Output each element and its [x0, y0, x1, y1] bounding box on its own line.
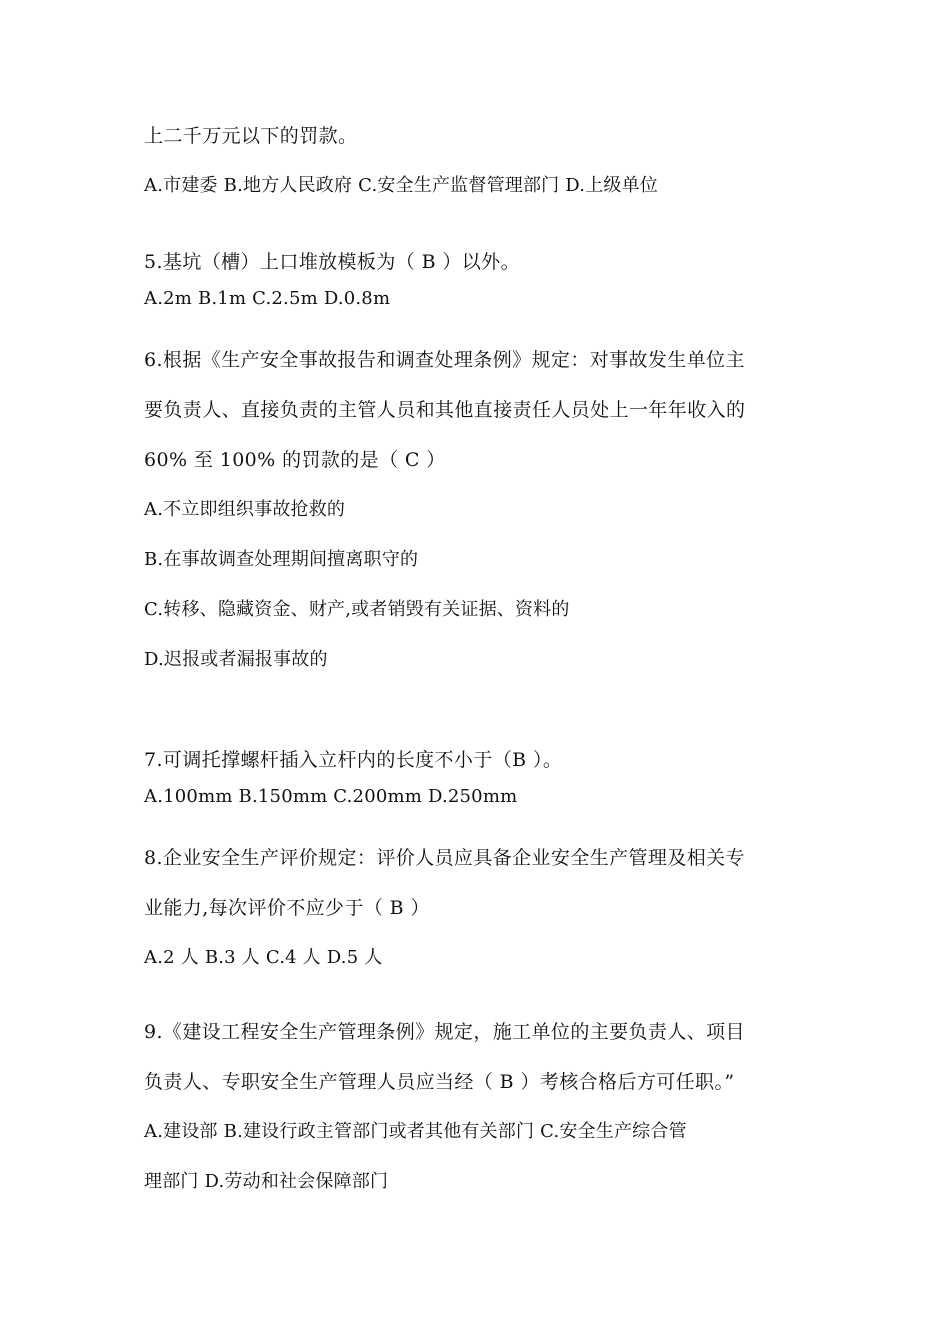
- answer-options: A.2m B.1m C.2.5m D.0.8m: [144, 288, 391, 309]
- question-6-cont: 60% 至 100% 的罚款的是（ C ）: [144, 449, 446, 471]
- question-6: 6.根据《生产安全事故报告和调查处理条例》规定：对事故发生单位主: [144, 349, 745, 371]
- text-line: 上二千万元以下的罚款。: [144, 125, 358, 147]
- question-5: 5.基坑（槽）上口堆放模板为（ B ）以外。: [144, 251, 520, 273]
- answer-option-d: D.迟报或者漏报事故的: [144, 649, 328, 670]
- answer-options: A.市建委 B.地方人民政府 C.安全生产监督管理部门 D.上级单位: [144, 175, 658, 196]
- question-7: 7.可调托撑螺杆插入立杆内的长度不小于（B ）。: [144, 749, 563, 771]
- answer-options: A.建设部 B.建设行政主管部门或者其他有关部门 C.安全生产综合管: [144, 1121, 687, 1142]
- answer-option-c: C.转移、隐藏资金、财产,或者销毁有关证据、资料的: [144, 599, 570, 620]
- question-9: 9.《建设工程安全生产管理条例》规定，施工单位的主要负责人、项目: [144, 1021, 745, 1043]
- answer-option-a: A.不立即组织事故抢救的: [144, 499, 346, 520]
- question-8-cont: 业能力,每次评价不应少于（ B ）: [144, 897, 430, 919]
- answer-options-cont: 理部门 D.劳动和社会保障部门: [144, 1171, 389, 1192]
- answer-option-b: B.在事故调查处理期间擅离职守的: [144, 549, 419, 570]
- answer-options: A.100mm B.150mm C.200mm D.250mm: [144, 786, 518, 807]
- answer-options: A.2 人 B.3 人 C.4 人 D.5 人: [144, 947, 383, 968]
- question-8: 8.企业安全生产评价规定：评价人员应具备企业安全生产管理及相关专: [144, 847, 745, 869]
- question-9-cont: 负责人、专职安全生产管理人员应当经（ B ）考核合格后方可任职。”: [144, 1071, 735, 1093]
- question-6-cont: 要负责人、直接负责的主管人员和其他直接责任人员处上一年年收入的: [144, 399, 746, 421]
